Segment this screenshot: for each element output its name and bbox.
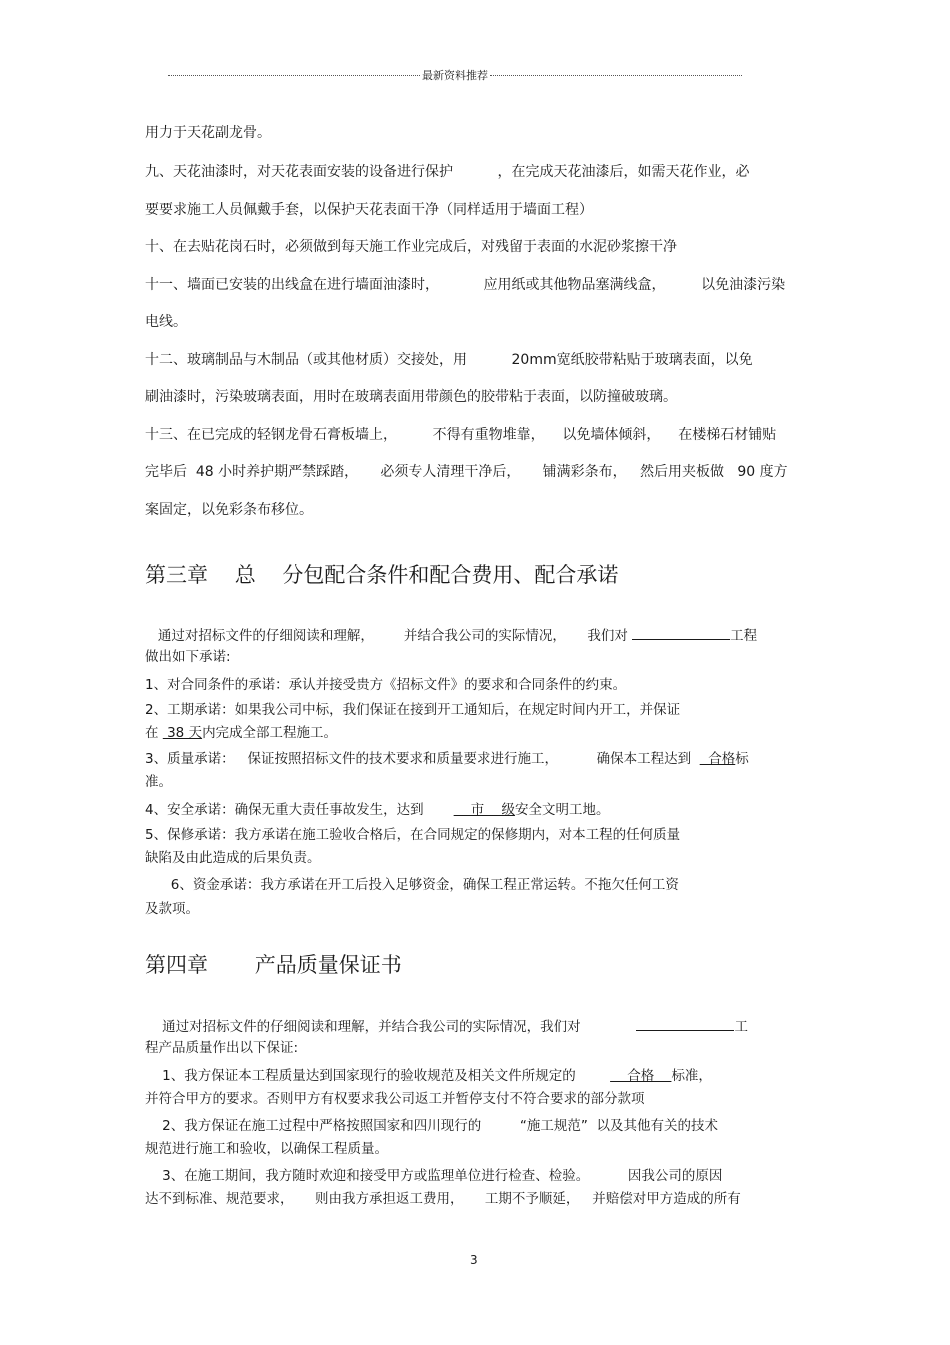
paragraph-line: 案固定，以免彩条布移位。 [145,502,313,518]
commitment-item-2: 2、工期承诺：如果我公司中标，我们保证在接到开工通知后，在规定时间内开工，并保证 [145,702,681,718]
commitment-item-2-cont [145,724,337,742]
page-number: 3 [470,1253,478,1267]
header-dotted-line-left [168,75,420,76]
text-span: 在 [145,725,163,741]
intro-text-end: 工程 [730,628,758,644]
paragraph-line: 用力于天花副龙骨。 [145,125,271,141]
commitment-item-6-cont: 及款项。 [145,901,199,917]
paragraph-line: 电线。 [145,314,187,330]
text-span: 3、质量承诺： 保证按照招标文件的技术要求和质量要求进行施工， 确保本工程达到 [145,751,700,767]
guarantee-item-1 [145,1067,712,1085]
paragraph-line: 十三、在已完成的轻钢龙骨石膏板墙上， 不得有重物堆靠， 以免墙体倾斜， 在楼梯石材铺贴 [145,427,777,443]
quality-standard-value: 合格 [610,1068,672,1084]
intro-text-end: 工 [734,1019,748,1035]
guarantee-item-3-cont: 达不到标准、规范要求， 则由我方承担返工费用， 工期不予顺延， 并赔偿对甲方造成的所有 [145,1191,741,1207]
paragraph-line: 十一、墙面已安装的出线盒在进行墙面油漆时， 应用纸或其他物品塞满线盒， 以免油漆污染 [145,277,786,293]
safety-level-value: 市 级 [453,802,515,818]
commitment-item-4 [145,801,609,819]
intro-text: 通过对招标文件的仔细阅读和理解，并结合我公司的实际情况，我们对 [145,1019,637,1035]
project-name-blank [636,1016,734,1031]
text-span: 4、安全承诺：确保无重大责任事故发生，达到 [145,802,454,818]
paragraph-line: 要要求施工人员佩戴手套，以保护天花表面干净（同样适用于墙面工程） [145,202,593,218]
chapter-4-intro [145,1016,748,1036]
paragraph-line: 十二、玻璃制品与木制品（或其他材质）交接处，用 20mm宽纸胶带粘贴于玻璃表面，以免 [145,352,753,368]
text-span: 内完成全部工程施工。 [202,725,338,741]
commitment-item-3-cont: 准。 [145,774,172,790]
quality-value: 合格 [699,751,736,767]
paragraph-line: 完毕后 48 小时养护期严禁踩踏， 必须专人清理干净后， 铺满彩条布， 然后用夹板做 90 度方 [145,464,788,480]
page-header [168,66,742,84]
duration-value: 38 天 [162,725,203,741]
chapter-3-intro [145,625,757,645]
text-span: 标 [735,751,749,767]
paragraph-line: 刷油漆时，污染玻璃表面，用时在玻璃表面用带颜色的胶带粘于表面，以防撞破玻璃。 [145,389,677,405]
commitment-item-3 [145,750,749,768]
paragraph-line: 程产品质量作出以下保证: [145,1040,299,1056]
paragraph-line: 九、天花油漆时，对天花表面安装的设备进行保护 ，在完成天花油漆后，如需天花作业，必 [145,164,750,180]
chapter-3-title: 第三章 总 分包配合条件和配合费用、配合承诺 [145,563,619,587]
commitment-item-5: 5、保修承诺：我方承诺在施工验收合格后，在合同规定的保修期内，对本工程的任何质量 [145,827,681,843]
commitment-item-1: 1、对合同条件的承诺：承认并接受贵方《招标文件》的要求和合同条件的约束。 [145,677,627,693]
guarantee-item-2-cont: 规范进行施工和验收，以确保工程质量。 [145,1141,388,1157]
commitment-item-6: 6、资金承诺：我方承诺在开工后投入足够资金，确保工程正常运转。不拖欠任何工资 [145,877,679,893]
commitment-item-5-cont: 缺陷及由此造成的后果负责。 [145,850,321,866]
header-text: 最新资料推荐 [422,69,488,82]
guarantee-item-3: 3、在施工期间，我方随时欢迎和接受甲方或监理单位进行检查、检验。 因我公司的原因 [145,1168,723,1184]
text-span: 1、我方保证本工程质量达到国家现行的验收规范及相关文件所规定的 [145,1068,611,1084]
guarantee-item-1-cont: 并符合甲方的要求。否则甲方有权要求我公司返工并暂停支付不符合要求的部分款项 [145,1091,645,1107]
text-span: 安全文明工地。 [514,802,610,818]
chapter-4-title: 第四章 产品质量保证书 [145,953,402,977]
guarantee-item-2: 2、我方保证在施工过程中严格按照国家和四川现行的 “施工规范” 以及其他有关的技术 [145,1118,718,1134]
text-span: 标准， [671,1068,712,1084]
paragraph-line: 十、在去贴花岗石时，必须做到每天施工作业完成后，对残留于表面的水泥砂浆擦干净 [145,239,677,255]
project-name-blank [632,625,730,640]
intro-text: 通过对招标文件的仔细阅读和理解， 并结合我公司的实际情况， 我们对 [145,628,633,644]
paragraph-line: 做出如下承诺: [145,649,231,665]
header-dotted-line-right [490,75,742,76]
